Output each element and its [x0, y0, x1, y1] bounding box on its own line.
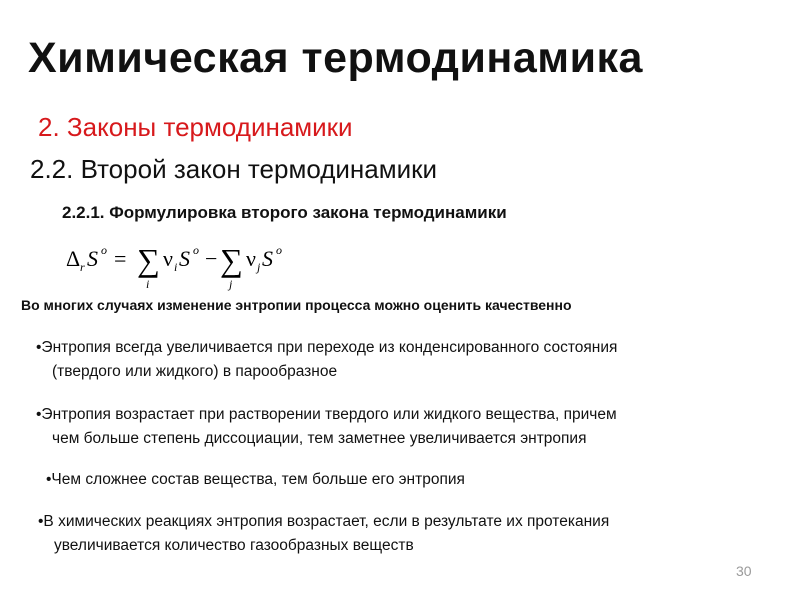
- formula-S-1-sup: o: [193, 243, 199, 257]
- bullet-item: [36, 336, 617, 384]
- formula-minus: −: [205, 246, 218, 271]
- formula-S-1: S: [179, 246, 190, 271]
- slide-title: Химическая термодинамика: [28, 34, 643, 82]
- bullet-line-continued: чем больше степень диссоциации, тем заметнее увеличивается энтропия: [52, 430, 587, 447]
- bullet-item: [46, 468, 465, 492]
- formula-equals: =: [114, 246, 127, 271]
- formula-svg: [62, 236, 322, 300]
- formula-delta: Δ: [66, 246, 81, 271]
- formula-S-2-sup: o: [276, 243, 282, 257]
- formula-nu-1: ν: [163, 246, 173, 271]
- formula-sum-1-index: i: [146, 277, 150, 291]
- bullet-line-continued: (твердого или жидкого) в парообразное: [52, 363, 338, 380]
- formula-S-lhs-sup: o: [101, 243, 107, 257]
- subsubsection-heading: 2.2.1. Формулировка второго закона термодинамики: [62, 203, 507, 222]
- formula-nu-1-sub: i: [174, 260, 178, 274]
- formula-S-2: S: [262, 246, 273, 271]
- bullet-line: •Чем сложнее состав вещества, тем больше его энтропия: [46, 471, 465, 488]
- page-number: 30: [736, 563, 752, 579]
- bullet-item: [38, 510, 609, 558]
- bullet-line: •Энтропия всегда увеличивается при переходе из конденсированного состояния: [36, 339, 618, 356]
- formula-sum-2: ∑: [220, 242, 243, 278]
- formula-r-subscript: r: [80, 260, 85, 274]
- bullet-item: [36, 403, 617, 451]
- formula-S-lhs: S: [87, 246, 98, 271]
- formula-nu-2: ν: [246, 246, 256, 271]
- bullet-line: •Энтропия возрастает при растворении твердого или жидкого вещества, причем: [36, 406, 617, 423]
- formula-nu-2-sub: j: [257, 260, 261, 274]
- formula-sum-1: ∑: [137, 242, 160, 278]
- bullet-line-continued: увеличивается количество газообразных веществ: [54, 537, 414, 554]
- bullet-line: •В химических реакциях энтропия возрастает, если в результате их протекания: [38, 513, 610, 530]
- lead-statement: Во многих случаях изменение энтропии процесса можно оценить качественно: [21, 297, 572, 313]
- entropy-formula: [62, 236, 322, 300]
- section-heading: 2. Законы термодинамики: [38, 112, 353, 142]
- subsection-heading: 2.2. Второй закон термодинамики: [30, 154, 438, 184]
- formula-sum-2-index: j: [229, 277, 233, 291]
